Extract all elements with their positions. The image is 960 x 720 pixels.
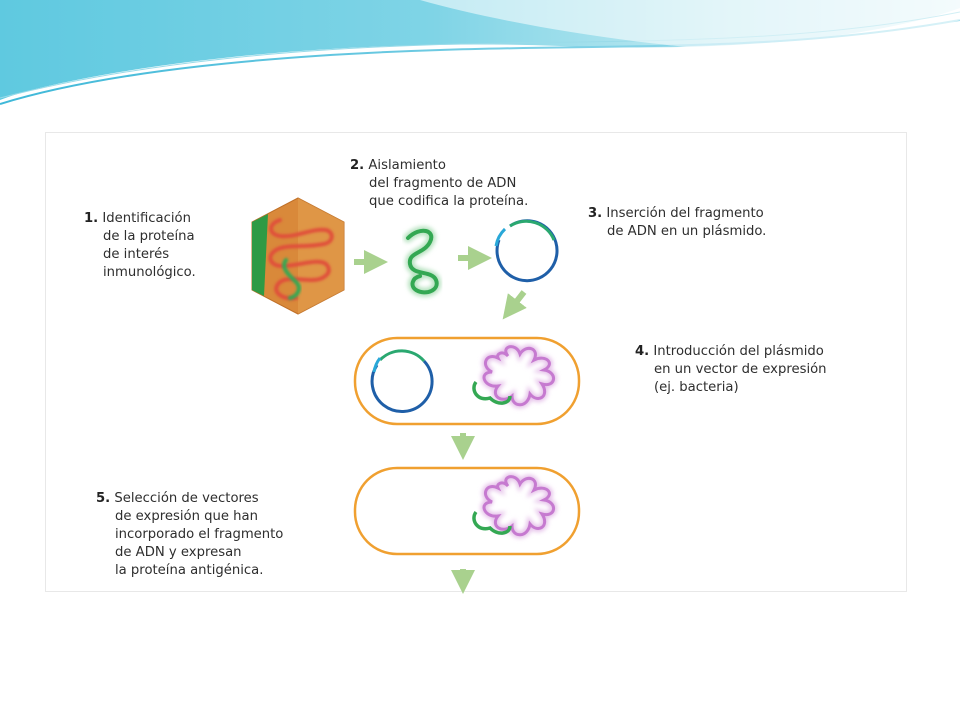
step-text: Introducción del plásmido — [653, 344, 824, 359]
step-3-label — [588, 205, 766, 241]
step-number: 1. — [84, 211, 99, 226]
step-text: de ADN en un plásmido. — [607, 224, 767, 239]
step-text: inmunológico. — [103, 265, 196, 280]
bacterium-icon — [355, 338, 579, 424]
step-text: en un vector de expresión — [654, 362, 827, 377]
step-text: de interés — [103, 247, 170, 262]
step-text: incorporado el fragmento — [115, 527, 284, 542]
step-5-label — [96, 490, 283, 580]
step-1-label — [84, 210, 196, 282]
step-text: de ADN y expresan — [115, 545, 242, 560]
step-text: Selección de vectores — [114, 491, 259, 506]
step-number: 4. — [635, 344, 650, 359]
step-2-label — [350, 157, 528, 211]
step-4-label — [635, 343, 827, 397]
virus-icon — [252, 198, 344, 314]
step-number: 5. — [96, 491, 111, 506]
step-text: Inserción del fragmento — [606, 206, 764, 221]
step-number: 2. — [350, 158, 365, 173]
bacterium-icon — [355, 468, 579, 554]
step-text: (ej. bacteria) — [654, 380, 739, 395]
step-text: que codifica la proteína. — [369, 194, 529, 209]
step-text: Aislamiento — [368, 158, 446, 173]
step-number: 3. — [588, 206, 603, 221]
plasmid-icon — [496, 221, 557, 281]
step-text: la proteína antigénica. — [115, 563, 264, 578]
step-text: de expresión que han — [115, 509, 258, 524]
step-text: de la proteína — [103, 229, 195, 244]
step-text: del fragmento de ADN — [369, 176, 517, 191]
step-text: Identificación — [102, 211, 191, 226]
dna-fragment-icon — [408, 231, 437, 293]
arrow-down-icon — [510, 292, 524, 310]
